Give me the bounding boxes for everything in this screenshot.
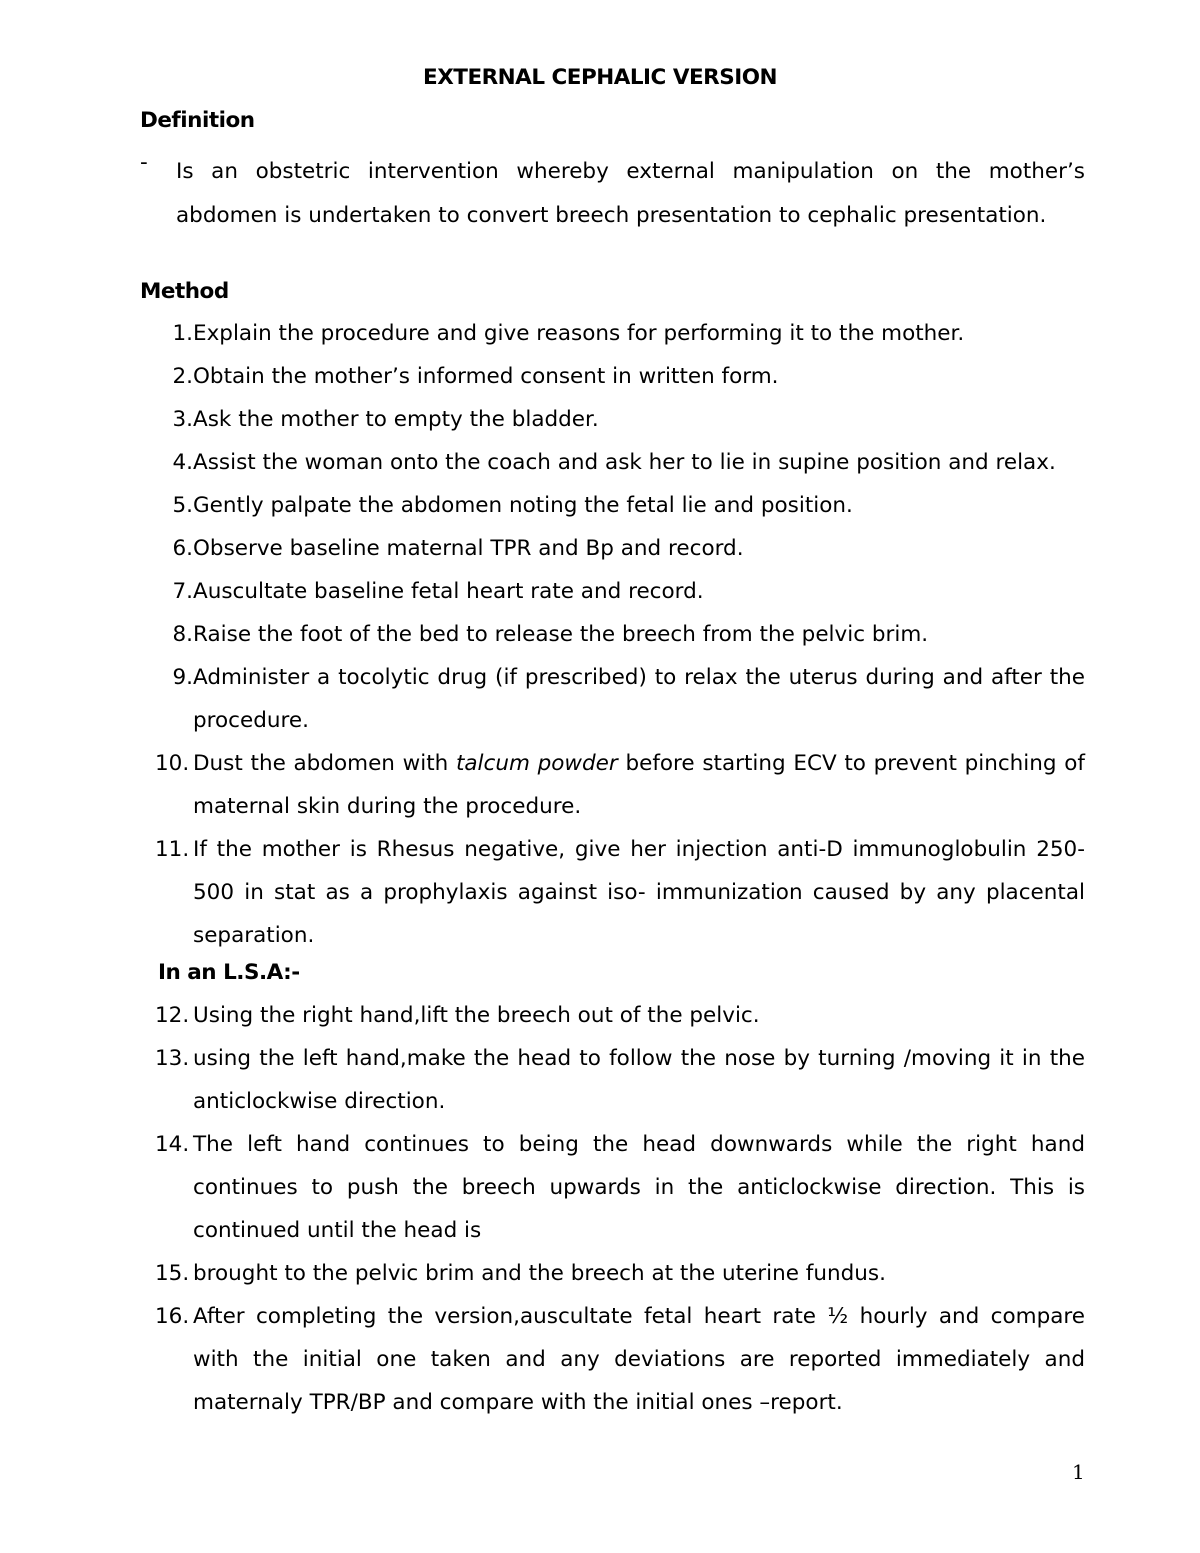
page-number: 1 [1072, 1460, 1085, 1484]
item-text-before: Dust the abdomen with [193, 751, 456, 776]
list-item [155, 613, 1085, 656]
item-text: Observe baseline maternal TPR and Bp and record. [193, 536, 744, 561]
item-text: The left hand continues to being the head downwards while the right hand continues to push the breech upwards in the anticlockwise direction. This is continued until the head is [193, 1132, 1085, 1243]
list-item [155, 570, 1085, 613]
item-number: 15. [155, 1261, 190, 1286]
list-item [155, 441, 1085, 484]
item-text: Using the right hand,lift the breech out of the pelvic. [193, 1003, 760, 1028]
definition-text: Is an obstetric intervention whereby external manipulation on the mother’s abdomen is undertaken to convert breech presentation to cephalic presentation. [176, 159, 1085, 228]
item-text: After completing the version,auscultate fetal heart rate ½ hourly and compare with the initial one taken and any deviations are reported immediately and maternaly TPR/BP and compare with the initial ones –report. [193, 1304, 1085, 1415]
item-number: 1. [172, 321, 193, 346]
item-text: Explain the procedure and give reasons for performing it to the mother. [193, 321, 965, 346]
definition-block [140, 150, 1085, 238]
item-text: using the left hand,make the head to follow the nose by turning /moving it in the anticlockwise direction. [193, 1046, 1085, 1114]
item-text-italic: talcum powder [455, 751, 618, 776]
item-number: 5. [172, 493, 193, 518]
item-text-after: before starting ECV to prevent pinching of maternal skin during the procedure. [193, 751, 1085, 819]
list-item [155, 355, 1085, 398]
item-number: 13. [155, 1046, 190, 1071]
list-item [155, 1123, 1085, 1252]
list-item [155, 1037, 1085, 1123]
lsa-list [155, 994, 1085, 1424]
item-text: Obtain the mother’s informed consent in written form. [193, 364, 779, 389]
item-number: 10. [155, 751, 190, 776]
list-item [155, 398, 1085, 441]
item-number: 8. [172, 622, 193, 647]
item-text: Administer a tocolytic drug (if prescribed) to relax the uterus during and after the procedure. [193, 665, 1085, 733]
item-number: 4. [172, 450, 193, 475]
item-number: 11. [155, 837, 190, 862]
item-number: 2. [172, 364, 193, 389]
item-text [193, 742, 1085, 828]
list-item [155, 994, 1085, 1037]
list-item [155, 1295, 1085, 1424]
method-list [155, 312, 1085, 957]
item-text: Ask the mother to empty the bladder. [193, 407, 599, 432]
document-title: EXTERNAL CEPHALIC VERSION [423, 65, 777, 90]
list-item [155, 1252, 1085, 1295]
item-number: 3. [172, 407, 193, 432]
definition-dash: - [140, 150, 148, 175]
item-text: Raise the foot of the bed to release the breech from the pelvic brim. [193, 622, 929, 647]
item-text: brought to the pelvic brim and the breech at the uterine fundus. [193, 1261, 886, 1286]
list-item [155, 527, 1085, 570]
item-number: 12. [155, 1003, 190, 1028]
item-number: 9. [172, 665, 193, 690]
item-text: Assist the woman onto the coach and ask her to lie in supine position and relax. [193, 450, 1056, 475]
lsa-heading: In an L.S.A:- [158, 960, 300, 985]
list-item [155, 656, 1085, 742]
item-number: 7. [172, 579, 193, 604]
item-text: Gently palpate the abdomen noting the fetal lie and position. [193, 493, 853, 518]
list-item [155, 828, 1085, 957]
list-item [155, 484, 1085, 527]
list-item [155, 742, 1085, 828]
item-text: Auscultate baseline fetal heart rate and record. [193, 579, 704, 604]
item-number: 6. [172, 536, 193, 561]
definition-heading: Definition [140, 108, 255, 133]
list-item [155, 312, 1085, 355]
item-number: 14. [155, 1132, 190, 1157]
item-text: If the mother is Rhesus negative, give her injection anti-D immunoglobulin 250-500 in stat as a prophylaxis against iso- immunization caused by any placental separation. [193, 837, 1085, 948]
method-heading: Method [140, 279, 229, 304]
item-number: 16. [155, 1304, 190, 1329]
